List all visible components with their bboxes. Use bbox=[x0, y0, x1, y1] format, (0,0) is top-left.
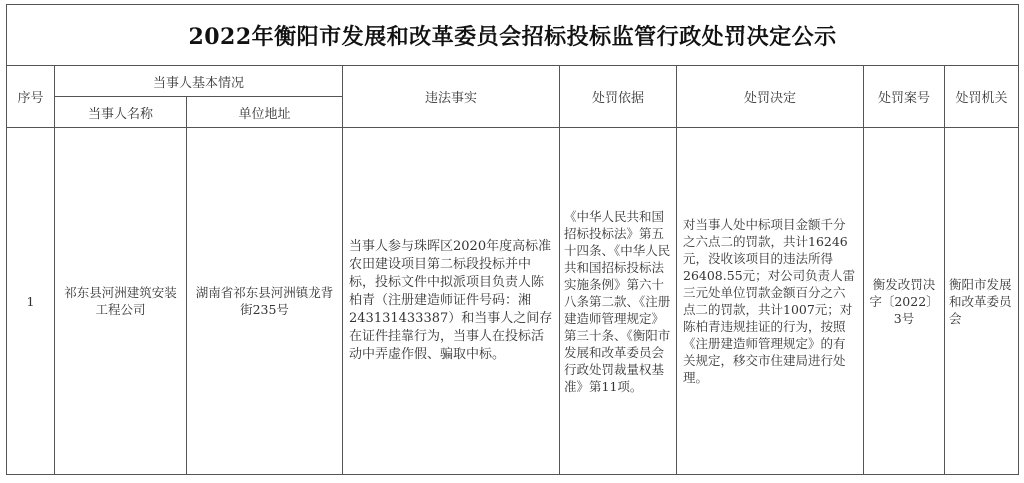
header-address: 单位地址 bbox=[187, 97, 343, 128]
cell-address: 湖南省祁东县河洲镇龙背街235号 bbox=[187, 128, 343, 475]
header-authority: 处罚机关 bbox=[945, 66, 1019, 128]
header-party-name: 当事人名称 bbox=[55, 97, 187, 128]
cell-facts: 当事人参与珠晖区2020年度高标准农田建设项目第二标段投标并中标，投标文件中拟派项目负责人陈柏青（注册建造师证件号码：湘243131433387）和当事人之间存在证件挂靠行为，当事人在投标活动中弄虚作假、骗取中标。 bbox=[343, 128, 560, 475]
cell-seq: 1 bbox=[7, 128, 55, 475]
penalty-announcement-sheet bbox=[6, 4, 1018, 478]
cell-party-name: 祁东县河洲建筑安装工程公司 bbox=[55, 128, 187, 475]
header-decision: 处罚决定 bbox=[677, 66, 864, 128]
header-seq: 序号 bbox=[7, 66, 55, 128]
header-party-group: 当事人基本情况 bbox=[55, 66, 343, 97]
table-row bbox=[7, 128, 1019, 475]
cell-authority: 衡阳市发展和改革委员会 bbox=[945, 128, 1019, 475]
cell-decision: 对当事人处中标项目金额千分之六点二的罚款，共计16246元，没收该项目的违法所得26408.55元；对公司负责人雷三元处单位罚款金额百分之六点二的罚款，共计1007元；对陈柏青违规挂证的行为，按照《注册建造师管理规定》的有关规定，移交市住建局进行处理。 bbox=[677, 128, 864, 475]
cell-basis: 《中华人民共和国招标投标法》第五十四条、《中华人民共和国招标投标法实施条例》第六十八条第二款、《注册建造师管理规定》第三十条、《衡阳市发展和改革委员会行政处罚裁量权基准》第11项。 bbox=[560, 128, 677, 475]
header-basis: 处罚依据 bbox=[560, 66, 677, 128]
page-title: 2022年衡阳市发展和改革委员会招标投标监管行政处罚决定公示 bbox=[7, 5, 1019, 66]
header-facts: 违法事实 bbox=[343, 66, 560, 128]
cell-case-no: 衡发改罚决字〔2022〕3号 bbox=[864, 128, 945, 475]
penalty-table bbox=[6, 4, 1019, 475]
header-case-no: 处罚案号 bbox=[864, 66, 945, 128]
